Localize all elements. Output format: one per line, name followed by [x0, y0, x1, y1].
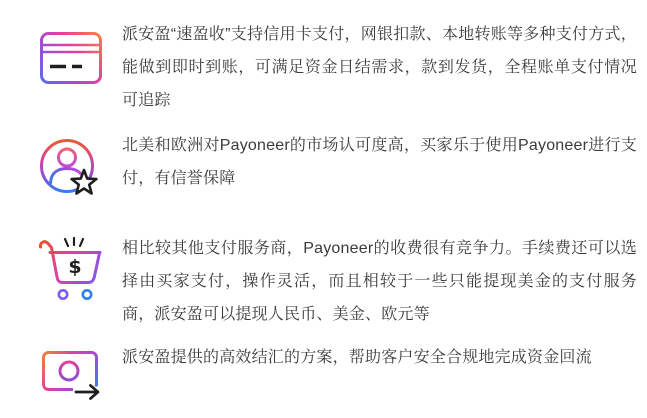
- feature-row: [38, 18, 637, 117]
- svg-text:$: $: [68, 256, 82, 278]
- feature-text: 北美和欧洲对Payoneer的市场认可度高，买家乐于使用Payoneer进行支付，有信誉保障: [122, 137, 637, 187]
- user-reputation-icon: [38, 136, 105, 202]
- feature-row: [38, 232, 637, 331]
- feature-text: 派安盈提供的高效结汇的方案，帮助客户安全合规地完成资金回流: [122, 349, 592, 366]
- feature-text: 派安盈“速盈收”支持信用卡支付，网银扣款、本地转账等多种支付方式，能做到即时到账，可满足资金日结需求，款到发货，全程账单支付情况可追踪: [122, 26, 637, 109]
- feature-row: [38, 341, 637, 403]
- money-transfer-icon: [38, 345, 105, 403]
- cart-dollar-icon: [38, 237, 105, 305]
- feature-row: [38, 129, 637, 202]
- credit-card-icon: [38, 28, 105, 88]
- feature-text: 相比较其他支付服务商，Payoneer的收费很有竞争力。手续费还可以选择由买家支付，操作灵活，而且相较于一些只能提现美金的支付服务商，派安盈可以提现人民币、美金、欧元等: [122, 240, 637, 323]
